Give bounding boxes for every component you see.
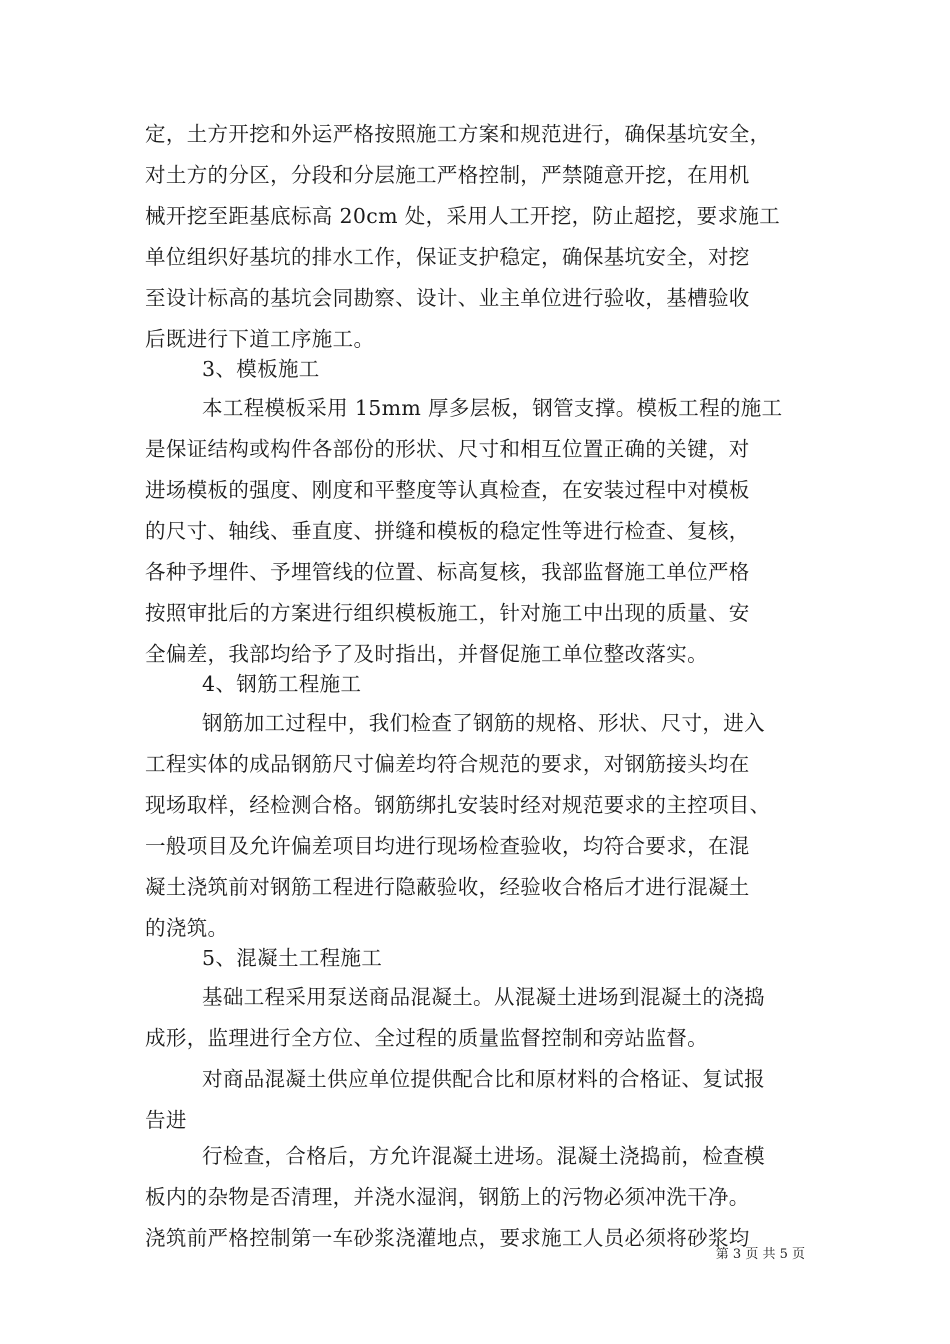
text-line: 对土方的分区，分段和分层施工严格控制，严禁随意开挖，在用机 (145, 163, 750, 187)
text-line: 成形，监理进行全方位、全过程的质量监督控制和旁站监督。 (145, 1026, 708, 1050)
text-line: 对商品混凝土供应单位提供配合比和原材料的合格证、复试报 (202, 1067, 765, 1091)
text-line: 本工程模板采用 15mm 厚多层板，钢管支撑。模板工程的施工 (202, 396, 783, 420)
text-line: 械开挖至距基底标高 20cm 处，采用人工开挖，防止超挖，要求施工 (145, 204, 781, 228)
text-line: 基础工程采用泵送商品混凝土。从混凝土进场到混凝土的浇捣 (202, 985, 765, 1009)
text-line: 单位组织好基坑的排水工作，保证支护稳定，确保基坑安全，对挖 (145, 245, 750, 269)
text-line: 凝土浇筑前对钢筋工程进行隐蔽验收，经验收合格后才进行混凝土 (145, 875, 750, 899)
text-line: 全偏差，我部均给予了及时指出，并督促施工单位整改落实。 (145, 642, 708, 666)
section-heading: 3、模板施工 (202, 357, 320, 381)
section-heading: 4、钢筋工程施工 (202, 672, 362, 696)
text-line: 进场模板的强度、刚度和平整度等认真检查，在安装过程中对模板 (145, 478, 750, 502)
text-line: 的浇筑。 (145, 916, 229, 940)
page-number-footer: 第 3 页 共 5 页 (715, 1247, 805, 1262)
text-line: 至设计标高的基坑会同勘察、设计、业主单位进行验收，基槽验收 (145, 286, 750, 310)
text-line: 钢筋加工过程中，我们检查了钢筋的规格、形状、尺寸，进入 (202, 711, 765, 735)
text-line: 各种予埋件、予埋管线的位置、标高复核，我部监督施工单位严格 (145, 560, 750, 584)
text-line: 工程实体的成品钢筋尺寸偏差均符合规范的要求，对钢筋接头均在 (145, 752, 750, 776)
text-line: 告进 (145, 1108, 187, 1132)
text-line: 现场取样，经检测合格。钢筋绑扎安装时经对规范要求的主控项目、 (145, 793, 771, 817)
text-line: 定，土方开挖和外运严格按照施工方案和规范进行，确保基坑安全， (145, 122, 771, 146)
text-line: 后既进行下道工序施工。 (145, 327, 375, 351)
text-line: 是保证结构或构件各部份的形状、尺寸和相互位置正确的关键，对 (145, 437, 750, 461)
text-line: 浇筑前严格控制第一车砂浆浇灌地点，要求施工人员必须将砂浆均 (145, 1226, 750, 1250)
text-line: 板内的杂物是否清理，并浇水湿润，钢筋上的污物必须冲洗干净。 (145, 1185, 750, 1209)
text-line: 行检查，合格后，方允许混凝土进场。混凝土浇捣前，检查模 (202, 1144, 765, 1168)
text-line: 按照审批后的方案进行组织模板施工，针对施工中出现的质量、安 (145, 601, 750, 625)
section-heading: 5、混凝土工程施工 (202, 946, 383, 970)
text-line: 的尺寸、轴线、垂直度、拼缝和模板的稳定性等进行检查、复核， (145, 519, 750, 543)
text-line: 一般项目及允许偏差项目均进行现场检查验收，均符合要求，在混 (145, 834, 750, 858)
